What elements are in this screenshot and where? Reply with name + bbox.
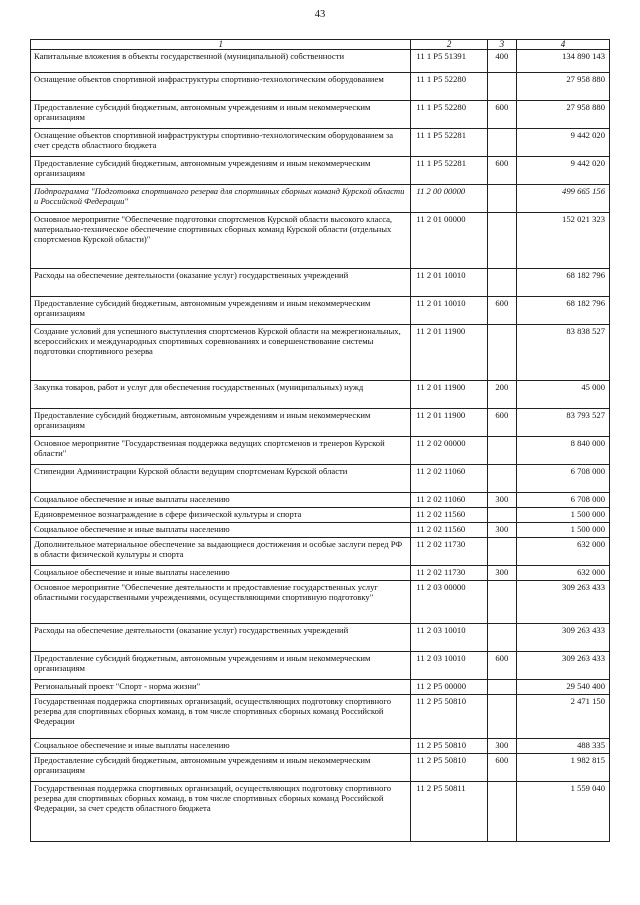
row-code: 11 2 02 11560 — [411, 508, 487, 523]
table-row — [31, 409, 610, 437]
row-code: 11 1 P5 51391 — [411, 50, 487, 73]
row-code: 11 2 01 00000 — [411, 213, 487, 269]
row-code: 11 2 02 00000 — [411, 437, 487, 465]
row-amount: 499 665 156 — [516, 185, 609, 213]
row-code: 11 2 P5 50810 — [411, 695, 487, 739]
row-type: 600 — [487, 297, 516, 325]
row-type — [487, 213, 516, 269]
row-type: 600 — [487, 652, 516, 680]
row-name: Подпрограмма "Подготовка спортивного резерва для спортивных сборных команд Курской области и Российской Федерации" — [31, 185, 411, 213]
row-type — [487, 269, 516, 297]
page-number: 43 — [314, 9, 326, 20]
row-name: Оснащение объектов спортивной инфраструктуры спортивно-технологическим оборудованием — [31, 73, 411, 101]
row-code: 11 1 P5 52280 — [411, 73, 487, 101]
row-name: Капитальные вложения в объекты государственной (муниципальной) собственности — [31, 50, 411, 73]
row-name: Единовременное вознаграждение в сфере физической культуры и спорта — [31, 508, 411, 523]
row-amount: 29 540 400 — [516, 680, 609, 695]
row-type: 300 — [487, 493, 516, 508]
row-code: 11 2 01 11900 — [411, 409, 487, 437]
table-row — [31, 269, 610, 297]
row-amount: 632 000 — [516, 538, 609, 566]
row-code: 11 2 P5 50810 — [411, 754, 487, 782]
row-type — [487, 129, 516, 157]
row-type: 300 — [487, 566, 516, 581]
row-code: 11 2 03 10010 — [411, 624, 487, 652]
row-name: Основное мероприятие "Государственная поддержка ведущих спортсменов и тренеров Курской области" — [31, 437, 411, 465]
row-code: 11 2 01 10010 — [411, 269, 487, 297]
row-amount: 9 442 020 — [516, 129, 609, 157]
row-code: 11 2 02 11060 — [411, 493, 487, 508]
row-name: Основное мероприятие "Обеспечение деятельности и предоставление государственных услуг областными государственными учреждениями, осуществляющими спортивную подготовку" — [31, 581, 411, 624]
row-name: Оснащение объектов спортивной инфраструктуры спортивно-технологическим оборудованием за счет средств областного бюджета — [31, 129, 411, 157]
table-row — [31, 680, 610, 695]
row-amount: 152 021 323 — [516, 213, 609, 269]
table-row — [31, 213, 610, 269]
row-name: Государственная поддержка спортивных организаций, осуществляющих подготовку спортивного резерва для спортивных сборных команд, в том числе спортивных сборных команд Российской Федерации — [31, 695, 411, 739]
row-name: Расходы на обеспечение деятельности (оказание услуг) государственных учреждений — [31, 269, 411, 297]
table-row — [31, 581, 610, 624]
table-header-row — [31, 40, 610, 50]
row-type — [487, 437, 516, 465]
row-amount: 1 559 040 — [516, 782, 609, 842]
header-col-1: 1 — [31, 40, 411, 50]
row-amount: 83 793 527 — [516, 409, 609, 437]
row-name: Закупка товаров, работ и услуг для обеспечения государственных (муниципальных) нужд — [31, 381, 411, 409]
row-amount: 488 335 — [516, 739, 609, 754]
row-name: Расходы на обеспечение деятельности (оказание услуг) государственных учреждений — [31, 624, 411, 652]
row-amount: 1 982 815 — [516, 754, 609, 782]
row-amount: 1 500 000 — [516, 508, 609, 523]
row-amount: 83 838 527 — [516, 325, 609, 381]
row-code: 11 2 02 11060 — [411, 465, 487, 493]
table-row — [31, 50, 610, 73]
row-code: 11 2 03 10010 — [411, 652, 487, 680]
row-code: 11 1 P5 52281 — [411, 157, 487, 185]
table-row — [31, 523, 610, 538]
row-code: 11 2 P5 50811 — [411, 782, 487, 842]
row-amount: 27 958 880 — [516, 73, 609, 101]
table-row — [31, 493, 610, 508]
table-row — [31, 465, 610, 493]
table-row — [31, 129, 610, 157]
table-row — [31, 652, 610, 680]
header-col-3: 3 — [487, 40, 516, 50]
row-name: Предоставление субсидий бюджетным, автономным учреждениям и иным некоммерческим организациям — [31, 409, 411, 437]
row-type: 300 — [487, 739, 516, 754]
table-row — [31, 157, 610, 185]
row-type: 600 — [487, 157, 516, 185]
budget-table — [30, 39, 610, 842]
table-row — [31, 508, 610, 523]
row-name: Стипендии Администрации Курской области ведущим спортсменам Курской области — [31, 465, 411, 493]
row-code: 11 2 03 00000 — [411, 581, 487, 624]
row-type — [487, 782, 516, 842]
row-name: Социальное обеспечение и иные выплаты населению — [31, 523, 411, 538]
row-name: Предоставление субсидий бюджетным, автономным учреждениям и иным некоммерческим организациям — [31, 157, 411, 185]
row-amount: 134 890 143 — [516, 50, 609, 73]
row-name: Региональный проект "Спорт - норма жизни" — [31, 680, 411, 695]
table-row — [31, 73, 610, 101]
row-name: Предоставление субсидий бюджетным, автономным учреждениям и иным некоммерческим организациям — [31, 101, 411, 129]
row-name: Социальное обеспечение и иные выплаты населению — [31, 739, 411, 754]
row-amount: 6 708 000 — [516, 493, 609, 508]
header-col-4: 4 — [516, 40, 609, 50]
table-row — [31, 695, 610, 739]
row-type — [487, 624, 516, 652]
row-type: 600 — [487, 101, 516, 129]
row-type — [487, 508, 516, 523]
row-code: 11 2 00 00000 — [411, 185, 487, 213]
row-code: 11 2 P5 50810 — [411, 739, 487, 754]
row-name: Предоставление субсидий бюджетным, автономным учреждениям и иным некоммерческим организациям — [31, 754, 411, 782]
row-amount: 632 000 — [516, 566, 609, 581]
row-amount: 45 000 — [516, 381, 609, 409]
table-row — [31, 381, 610, 409]
row-code: 11 2 P5 00000 — [411, 680, 487, 695]
table-row — [31, 437, 610, 465]
row-code: 11 2 02 11730 — [411, 538, 487, 566]
row-name: Социальное обеспечение и иные выплаты населению — [31, 493, 411, 508]
table-row — [31, 566, 610, 581]
row-name: Предоставление субсидий бюджетным, автономным учреждениям и иным некоммерческим организациям — [31, 297, 411, 325]
row-amount: 6 708 000 — [516, 465, 609, 493]
row-amount: 309 263 433 — [516, 581, 609, 624]
row-code: 11 2 02 11730 — [411, 566, 487, 581]
row-amount: 9 442 020 — [516, 157, 609, 185]
row-name: Социальное обеспечение и иные выплаты населению — [31, 566, 411, 581]
table-row — [31, 624, 610, 652]
table-row — [31, 754, 610, 782]
row-amount: 1 500 000 — [516, 523, 609, 538]
row-code: 11 1 P5 52281 — [411, 129, 487, 157]
row-type — [487, 680, 516, 695]
row-code: 11 2 02 11560 — [411, 523, 487, 538]
row-name: Дополнительное материальное обеспечение за выдающиеся достижения и особые заслуги перед РФ в области физической культуры и спорта — [31, 538, 411, 566]
table-row — [31, 325, 610, 381]
row-code: 11 1 P5 52280 — [411, 101, 487, 129]
row-type — [487, 465, 516, 493]
row-amount: 8 840 000 — [516, 437, 609, 465]
row-code: 11 2 01 10010 — [411, 297, 487, 325]
row-amount: 68 182 796 — [516, 297, 609, 325]
table-row — [31, 538, 610, 566]
row-amount: 68 182 796 — [516, 269, 609, 297]
row-type: 200 — [487, 381, 516, 409]
row-amount: 2 471 150 — [516, 695, 609, 739]
row-type: 600 — [487, 409, 516, 437]
row-code: 11 2 01 11900 — [411, 325, 487, 381]
row-type — [487, 581, 516, 624]
row-name: Государственная поддержка спортивных организаций, осуществляющих подготовку спортивного резерва для спортивных сборных команд, в том числе спортивных сборных команд Российской Федерации, за счет средств областного бюджета — [31, 782, 411, 842]
row-type — [487, 185, 516, 213]
row-type — [487, 73, 516, 101]
row-type — [487, 325, 516, 381]
row-name: Предоставление субсидий бюджетным, автономным учреждениям и иным некоммерческим организациям — [31, 652, 411, 680]
row-amount: 309 263 433 — [516, 652, 609, 680]
table-row — [31, 739, 610, 754]
row-type: 600 — [487, 754, 516, 782]
row-name: Основное мероприятие "Обеспечение подготовки спортсменов Курской области высокого класса, материально-техническое обеспечение спортивных сборных команд Курской области (отдельных спортсменов Курской области)" — [31, 213, 411, 269]
row-code: 11 2 01 11900 — [411, 381, 487, 409]
table-row — [31, 185, 610, 213]
row-type: 300 — [487, 523, 516, 538]
table-row — [31, 297, 610, 325]
row-type — [487, 538, 516, 566]
table-row — [31, 782, 610, 842]
row-amount: 309 263 433 — [516, 624, 609, 652]
header-col-2: 2 — [411, 40, 487, 50]
row-type: 400 — [487, 50, 516, 73]
row-amount: 27 958 880 — [516, 101, 609, 129]
table-row — [31, 101, 610, 129]
row-type — [487, 695, 516, 739]
row-name: Создание условий для успешного выступления спортсменов Курской области на межрегиональных, всероссийских и международных спортивных соревнованиях и совершенствование системы подготовки спортивного резерва — [31, 325, 411, 381]
budget-table-body — [31, 40, 610, 842]
